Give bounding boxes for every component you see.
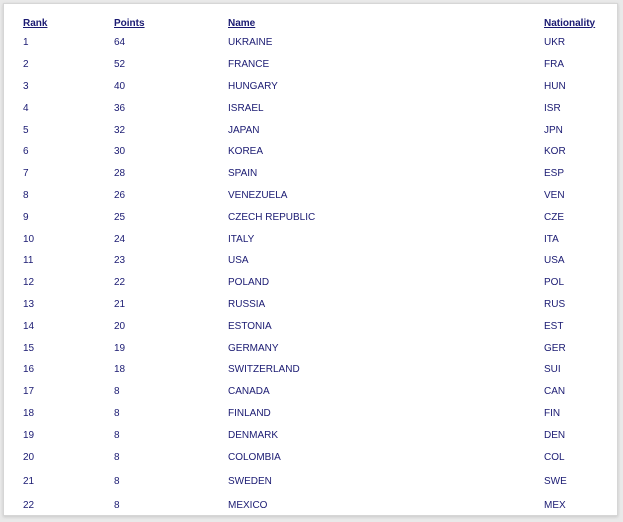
- nationality-cell: DEN: [544, 429, 566, 441]
- table-row: [23, 163, 603, 185]
- points-cell: 8: [114, 451, 120, 463]
- name-cell: CZECH REPUBLIC: [228, 211, 316, 223]
- points-cell: 8: [114, 429, 120, 441]
- name-cell: SPAIN: [228, 168, 258, 180]
- name-cell: USA: [228, 255, 249, 267]
- name-cell: ESTONIA: [228, 320, 272, 332]
- name-cell: FINLAND: [228, 407, 271, 419]
- name-cell: GERMANY: [228, 342, 279, 354]
- table-row: [23, 141, 603, 163]
- points-cell: 40: [114, 80, 126, 92]
- name-cell: SWEDEN: [228, 475, 272, 487]
- rank-cell: 5: [23, 124, 29, 136]
- nationality-cell: COL: [544, 451, 565, 463]
- points-cell: 25: [114, 211, 126, 223]
- points-cell: 21: [114, 298, 126, 310]
- table-row: [23, 76, 603, 98]
- table-row: [23, 424, 603, 446]
- rank-cell: 22: [23, 500, 35, 512]
- table-row: [23, 315, 603, 337]
- table-row: [23, 119, 603, 141]
- ranking-table: [23, 14, 603, 517]
- table-row: [23, 97, 603, 119]
- name-column-header[interactable]: Name: [228, 17, 256, 29]
- table-row: [23, 468, 603, 495]
- nationality-cell: ITA: [544, 233, 559, 245]
- table-row: [23, 228, 603, 250]
- nationality-cell: JPN: [544, 124, 563, 136]
- points-cell: 20: [114, 320, 126, 332]
- rank-cell: 8: [23, 189, 29, 201]
- table-row: [23, 206, 603, 228]
- rank-cell: 10: [23, 233, 35, 245]
- rank-cell: 1: [23, 37, 29, 49]
- rank-cell: 14: [23, 320, 35, 332]
- nationality-cell: FRA: [544, 59, 564, 71]
- points-cell: 52: [114, 59, 126, 71]
- table-row: [23, 272, 603, 294]
- rank-cell: 19: [23, 429, 35, 441]
- name-cell: POLAND: [228, 277, 270, 289]
- table-row: [23, 54, 603, 76]
- rank-cell: 7: [23, 168, 29, 180]
- name-cell: ITALY: [228, 233, 255, 245]
- rank-cell: 9: [23, 211, 29, 223]
- nationality-column-header[interactable]: Nationality: [544, 17, 596, 29]
- table-row: [23, 403, 603, 425]
- name-cell: RUSSIA: [228, 298, 266, 310]
- nationality-cell: EST: [544, 320, 564, 332]
- table-row: [23, 185, 603, 207]
- name-cell: KOREA: [228, 146, 264, 158]
- name-cell: VENEZUELA: [228, 189, 288, 201]
- rank-cell: 2: [23, 59, 29, 71]
- table-row: [23, 337, 603, 359]
- rank-column-header[interactable]: Rank: [23, 17, 48, 29]
- name-cell: HUNGARY: [228, 80, 278, 92]
- name-cell: CANADA: [228, 386, 270, 398]
- name-cell: SWITZERLAND: [228, 364, 300, 376]
- rank-cell: 21: [23, 475, 35, 487]
- name-cell: ISRAEL: [228, 102, 264, 114]
- nationality-cell: CAN: [544, 386, 566, 398]
- table-row: [23, 32, 603, 54]
- ranking-panel: [3, 3, 618, 516]
- rank-cell: 3: [23, 80, 29, 92]
- rank-cell: 16: [23, 364, 35, 376]
- points-cell: 8: [114, 386, 120, 398]
- table-row: [23, 495, 603, 517]
- nationality-cell: USA: [544, 255, 565, 267]
- nationality-cell: ISR: [544, 102, 561, 114]
- points-cell: 22: [114, 277, 126, 289]
- table-header-row: [23, 14, 603, 32]
- nationality-cell: HUN: [544, 80, 566, 92]
- table-row: [23, 446, 603, 468]
- nationality-cell: KOR: [544, 146, 566, 158]
- points-cell: 24: [114, 233, 126, 245]
- nationality-cell: SUI: [544, 364, 561, 376]
- points-cell: 23: [114, 255, 126, 267]
- rank-cell: 12: [23, 277, 35, 289]
- table-row: [23, 294, 603, 316]
- table-row: [23, 250, 603, 272]
- nationality-cell: MEX: [544, 500, 566, 512]
- points-column-header[interactable]: Points: [114, 17, 145, 29]
- nationality-cell: SWE: [544, 475, 567, 487]
- table-row: [23, 359, 603, 381]
- points-cell: 8: [114, 475, 120, 487]
- name-cell: COLOMBIA: [228, 451, 281, 463]
- rank-cell: 18: [23, 407, 35, 419]
- nationality-cell: VEN: [544, 189, 565, 201]
- points-cell: 19: [114, 342, 126, 354]
- points-cell: 32: [114, 124, 126, 136]
- table-row: [23, 381, 603, 403]
- points-cell: 28: [114, 168, 126, 180]
- nationality-cell: CZE: [544, 211, 564, 223]
- points-cell: 26: [114, 189, 126, 201]
- rank-cell: 20: [23, 451, 35, 463]
- points-cell: 8: [114, 407, 120, 419]
- name-cell: UKRAINE: [228, 37, 273, 49]
- points-cell: 64: [114, 37, 126, 49]
- rank-cell: 6: [23, 146, 29, 158]
- name-cell: FRANCE: [228, 59, 270, 71]
- name-cell: JAPAN: [228, 124, 260, 136]
- points-cell: 8: [114, 500, 120, 512]
- name-cell: DENMARK: [228, 429, 279, 441]
- nationality-cell: RUS: [544, 298, 566, 310]
- rank-cell: 17: [23, 386, 35, 398]
- points-cell: 30: [114, 146, 126, 158]
- rank-cell: 4: [23, 102, 29, 114]
- rank-cell: 11: [23, 255, 34, 267]
- nationality-cell: GER: [544, 342, 566, 354]
- points-cell: 36: [114, 102, 126, 114]
- rank-cell: 13: [23, 298, 35, 310]
- points-cell: 18: [114, 364, 126, 376]
- nationality-cell: ESP: [544, 168, 565, 180]
- nationality-cell: POL: [544, 277, 565, 289]
- name-cell: MEXICO: [228, 500, 268, 512]
- nationality-cell: UKR: [544, 37, 566, 49]
- nationality-cell: FIN: [544, 407, 561, 419]
- rank-cell: 15: [23, 342, 35, 354]
